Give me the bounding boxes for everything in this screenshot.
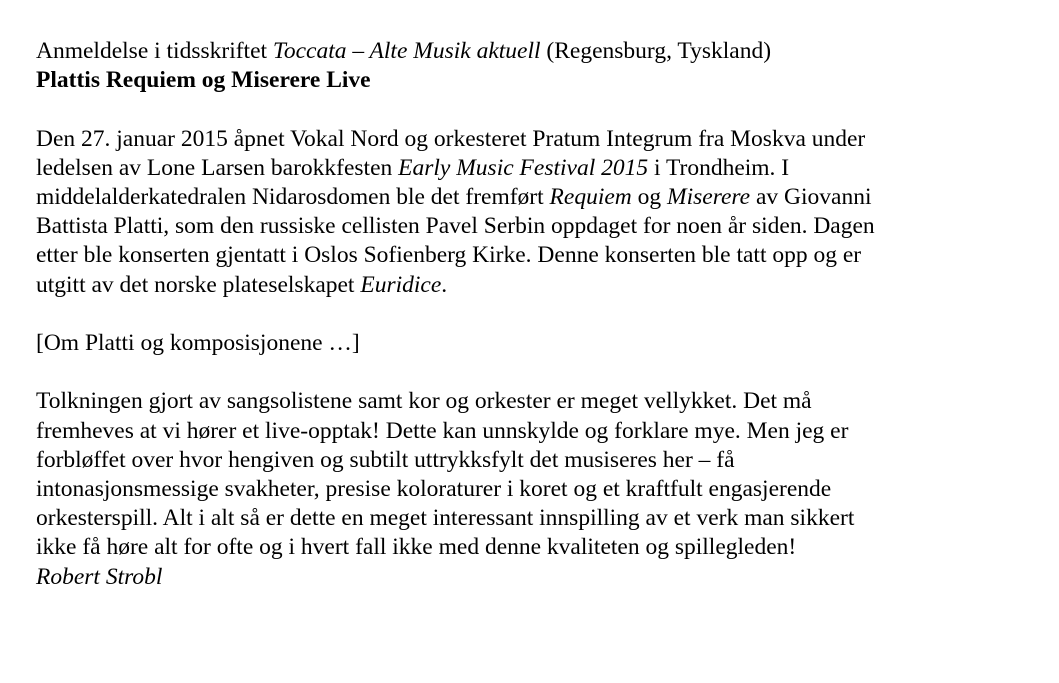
work-miserere: Miserere (667, 184, 751, 210)
paragraph-assessment (36, 387, 1036, 562)
intro-line-6 (36, 271, 1036, 300)
assessment-line-6: ikke få høre alt for ofte og i hvert fall ikke med denne kvaliteten og spillegleden! (36, 534, 797, 561)
review-source-line (36, 37, 1036, 66)
paragraph-omission: [Om Platti og komposisjonene …] (36, 330, 360, 356)
intro-line-1: Den 27. januar 2015 åpnet Vokal Nord og orkesteret Pratum Integrum fra Moskva under (36, 125, 866, 152)
label-name: Euridice (360, 271, 442, 298)
intro-line-3-text: middelalderkatedralen Nidarosdomen ble det fremført (36, 184, 550, 210)
intro-line-5: etter ble konserten gjentatt i Oslos Sofienberg Kirke. Denne konserten ble tatt opp og er (36, 242, 862, 269)
assessment-line-2: fremheves at vi hører et live-opptak! Dette kan unnskylde og forklare mye. Men jeg er (36, 417, 849, 444)
paragraph-intro (36, 125, 1036, 300)
assessment-line-3: forbløffet over hvor hengiven og subtilt uttrykksfylt det musiseres her – få (36, 446, 735, 473)
intro-line-6-text: utgitt av det norske plateselskapet (36, 271, 361, 298)
intro-line-6-end: . (441, 271, 448, 298)
assessment-line-1: Tolkningen gjort av sangsolistene samt kor og orkester er meget vellykket. Det må (36, 388, 812, 415)
journal-name: Toccata – Alte Musik aktuell (272, 38, 541, 64)
paragraph-gap (36, 300, 1036, 329)
work-requiem: Requiem (549, 184, 632, 210)
intro-line-3-conj: og (631, 184, 668, 210)
intro-line-2-text: ledelsen av Lone Larsen barokkfesten (36, 154, 399, 181)
paragraph-gap (36, 358, 1036, 387)
paragraph-gap (36, 95, 1036, 124)
intro-line-3 (36, 183, 1036, 212)
review-document (36, 37, 1036, 592)
review-prefix: Anmeldelse i tidsskriftet (36, 38, 273, 64)
intro-line-4: Battista Platti, som den russiske cellisten Pavel Serbin oppdaget for noen år siden. Dagen (36, 213, 875, 240)
review-title: Plattis Requiem og Miserere Live (36, 67, 371, 94)
author-signature: Robert Strobl (36, 563, 163, 590)
assessment-line-5: orkesterspill. Alt i alt så er dette en meget interessant innspilling av et verk man sikkert (36, 505, 855, 532)
assessment-line-4: intonasjonsmessige svakheter, presise koloraturer i koret og et kraftfult engasjerende (36, 476, 832, 502)
festival-name: Early Music Festival 2015 (398, 154, 649, 181)
journal-location: (Regensburg, Tyskland) (540, 38, 772, 64)
intro-line-3-end: av Giovanni (750, 184, 872, 210)
intro-line-2-end: i Trondheim. I (648, 154, 790, 181)
intro-line-2 (36, 154, 1036, 183)
